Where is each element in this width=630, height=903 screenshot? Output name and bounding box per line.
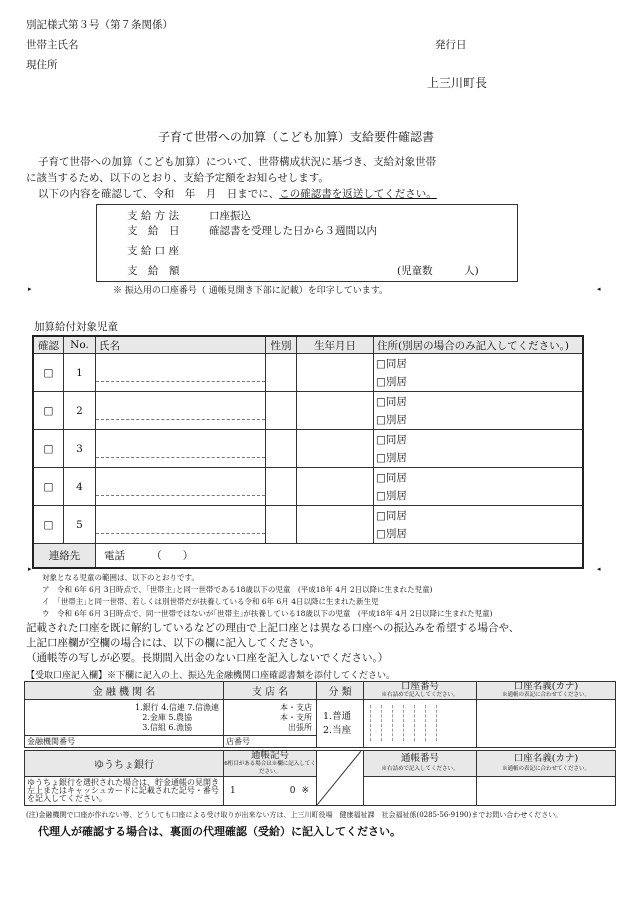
children-table xyxy=(32,335,584,569)
account-category-select[interactable]: 1.普通 2.当座 xyxy=(317,700,364,748)
row-number: 4 xyxy=(64,468,96,506)
col-sex: 性別 xyxy=(266,336,297,354)
children-count: (児童数 人) xyxy=(397,265,479,277)
eligibility-note-0: 対象となる児童の範囲は、以下のとおりです。 xyxy=(42,573,199,582)
same-household-option[interactable]: □同居 xyxy=(376,357,407,370)
payment-method-value: 口座振込 xyxy=(209,210,251,222)
yucho-instructions: ゆうちょ銀行を選択された場合は、貯金通帳の見開き左上またはキャッシュカードに記載された記号・番号を記入してください。 xyxy=(25,777,224,806)
birth-input[interactable] xyxy=(297,392,374,430)
branch-name-input[interactable]: 本・支店 本・支所 出張所 xyxy=(224,700,317,736)
payment-account-label: 支 給 口 座 xyxy=(127,245,180,257)
payment-summary-box xyxy=(96,204,518,282)
sex-input[interactable] xyxy=(266,392,297,430)
birth-input[interactable] xyxy=(297,430,374,468)
bank-code-input[interactable]: 金融機関番号 xyxy=(25,736,224,748)
account-number-header: 口座番号 ※右詰めで記入してください。 xyxy=(364,682,477,700)
intro-line-1: 子育て世帯への加算（こども加算）について、世帯構成状況に基づき、支給対象世帯 xyxy=(38,156,437,168)
name-input[interactable] xyxy=(96,392,266,430)
bank-account-table xyxy=(24,681,616,748)
confirm-checkbox[interactable]: □ xyxy=(33,430,64,468)
account-number-input[interactable] xyxy=(364,700,477,748)
account-name-header: 口座名義(カナ) ※通帳の表記に合わせてください。 xyxy=(477,682,616,700)
sex-input[interactable] xyxy=(266,354,297,392)
row-number: 5 xyxy=(64,506,96,544)
same-household-option[interactable]: □同居 xyxy=(376,395,407,408)
name-input[interactable] xyxy=(96,468,266,506)
sex-input[interactable] xyxy=(266,468,297,506)
payment-method-label: 支 給 方 法 xyxy=(127,210,180,222)
bank-name-header: 金 融 機 関 名 xyxy=(25,682,224,700)
address-label: 現住所 xyxy=(26,59,58,71)
name-input[interactable] xyxy=(96,506,266,544)
passbook-symbol-header: 通帳記号 6桁目がある場合は※欄に記入してください。 xyxy=(224,749,316,775)
issuer: 上三川町長 xyxy=(427,76,488,90)
passbook-number-input[interactable] xyxy=(364,777,477,806)
child-row xyxy=(33,468,583,506)
children-section-title: 加算給付対象児童 xyxy=(34,321,118,333)
form-number: 別記様式第３号（第７条関係） xyxy=(26,19,173,31)
household-head-label: 世帯主氏名 xyxy=(26,39,79,51)
footer-note: (注)金融機関で口座が作れない等、どうしても口座による受け取りが出来ない方は、上三川町役場 健康福祉課 社会福祉係(0285-56-9190)までお問い合わせください。 xyxy=(26,811,563,819)
category-header: 分 類 xyxy=(317,682,364,700)
separate-household-option[interactable]: □別居 xyxy=(376,375,407,388)
intro-line-3: 以下の内容を確認して、令和 年 月 日までに、この確認書を返送してください。 xyxy=(38,188,437,200)
yucho-table xyxy=(24,750,616,806)
row-number: 2 xyxy=(64,392,96,430)
same-household-option[interactable]: □同居 xyxy=(376,433,407,446)
payment-date-value: 確認書を受理した日から３週間以内 xyxy=(209,225,377,237)
eligibility-note-3: ウ 令和 6年 6月 3日時点で、同一世帯ではないが｢世帯主｣が扶養している18歳以下の児童 (平成18年 4月 2日以降に生まれた児童) xyxy=(42,609,493,618)
branch-code-input[interactable]: 店番号 xyxy=(224,736,317,748)
child-row xyxy=(33,506,583,544)
same-household-option[interactable]: □同居 xyxy=(376,509,407,522)
proxy-note: 代理人が確認する場合は、裏面の代理確認（受給）に記入してください。 xyxy=(38,825,401,838)
address-cell[interactable] xyxy=(374,392,584,430)
address-cell[interactable] xyxy=(374,430,584,468)
confirm-checkbox[interactable]: □ xyxy=(33,506,64,544)
child-row xyxy=(33,354,583,392)
eligibility-note-1: ア 令和 6年 6月 3日時点で、｢世帯主｣と同一世帯である18歳以下の児童 (平成18年 4月 2日以降に生まれた児童) xyxy=(42,585,433,594)
separate-household-option[interactable]: □別居 xyxy=(376,413,407,426)
phone-field[interactable]: 電話 （ ） xyxy=(96,544,584,568)
payment-amount-label: 支 給 額 xyxy=(127,265,180,277)
confirm-checkbox[interactable]: □ xyxy=(33,354,64,392)
col-confirm: 確認 xyxy=(33,336,64,354)
margin-mark-left: ▸ xyxy=(28,565,32,573)
sex-input[interactable] xyxy=(266,506,297,544)
diagonal-divider xyxy=(317,751,364,806)
col-address: 住所(別居の場合のみ記入してください。) xyxy=(374,336,584,354)
margin-mark-left: ▸ xyxy=(28,285,32,293)
margin-mark-right: ◂ xyxy=(597,285,601,293)
confirm-checkbox[interactable]: □ xyxy=(33,392,64,430)
address-cell[interactable] xyxy=(374,354,584,392)
separate-household-option[interactable]: □別居 xyxy=(376,451,407,464)
instruction-4: 【受取口座記入欄】※下欄に記入の上、振込先金融機関口座確認書類を添付してください。 xyxy=(26,671,396,681)
separate-household-option[interactable]: □別居 xyxy=(376,489,407,502)
col-no: No. xyxy=(64,336,96,354)
birth-input[interactable] xyxy=(297,468,374,506)
row-number: 3 xyxy=(64,430,96,468)
birth-input[interactable] xyxy=(297,354,374,392)
row-number: 1 xyxy=(64,354,96,392)
separate-household-option[interactable]: □別居 xyxy=(376,527,407,540)
child-row xyxy=(33,430,583,468)
instruction-1: 記載された口座を既に解約しているなどの理由で上記口座とは異なる口座への振込みを希望する場合や、 xyxy=(26,622,520,634)
col-birth: 生年月日 xyxy=(297,336,374,354)
branch-header: 支 店 名 xyxy=(224,682,317,700)
passbook-number-header: 通帳番号 ※右詰めで記入してください。 xyxy=(364,751,477,777)
issue-date-label: 発行日 xyxy=(435,39,467,51)
col-name: 氏名 xyxy=(96,336,266,354)
passbook-symbol-input[interactable]: 1 0 ※ xyxy=(224,777,317,806)
same-household-option[interactable]: □同居 xyxy=(376,471,407,484)
eligibility-note-2: イ ｢世帯主｣と同一世帯、若しくは別世帯だが扶養している令和 6年 6月 4日以降に生まれた新生児 xyxy=(42,597,379,606)
name-input[interactable] xyxy=(96,354,266,392)
account-holder-input[interactable] xyxy=(477,700,616,748)
address-cell[interactable] xyxy=(374,468,584,506)
margin-mark-right: ◂ xyxy=(597,565,601,573)
child-row xyxy=(33,392,583,430)
bank-name-input[interactable]: 1.銀行 4.信連 7.信漁連 2.金庫 5.農協 3.信組 6.漁協 xyxy=(25,700,224,736)
name-input[interactable] xyxy=(96,430,266,468)
yucho-account-holder-input[interactable] xyxy=(477,777,616,806)
birth-input[interactable] xyxy=(297,506,374,544)
page-title: 子育て世帯への加算（こども加算）支給要件確認書 xyxy=(158,130,435,144)
yucho-account-name-header: 口座名義(カナ) ※通帳の表記に合わせてください。 xyxy=(477,751,616,777)
sex-input[interactable] xyxy=(266,430,297,468)
intro-line-2: に該当するため、以下のとおり、支給予定額をお知らせします。 xyxy=(26,172,329,184)
instruction-3: （通帳等の写しが必要。長期間入出金のない口座を記入しないでください。） xyxy=(26,652,389,664)
payment-date-label: 支 給 日 xyxy=(127,225,180,237)
instruction-2: 上記口座欄が空欄の場合には、以下の欄に記入してください。 xyxy=(26,637,320,649)
yucho-label: ゆうちょ銀行 xyxy=(25,751,224,777)
contact-label: 連絡先 xyxy=(33,544,96,568)
account-print-note: ※ 振込用の口座番号（ 通帳見開き下部に記載）を印字しています。 xyxy=(113,286,389,296)
confirm-checkbox[interactable]: □ xyxy=(33,468,64,506)
address-cell[interactable] xyxy=(374,506,584,544)
